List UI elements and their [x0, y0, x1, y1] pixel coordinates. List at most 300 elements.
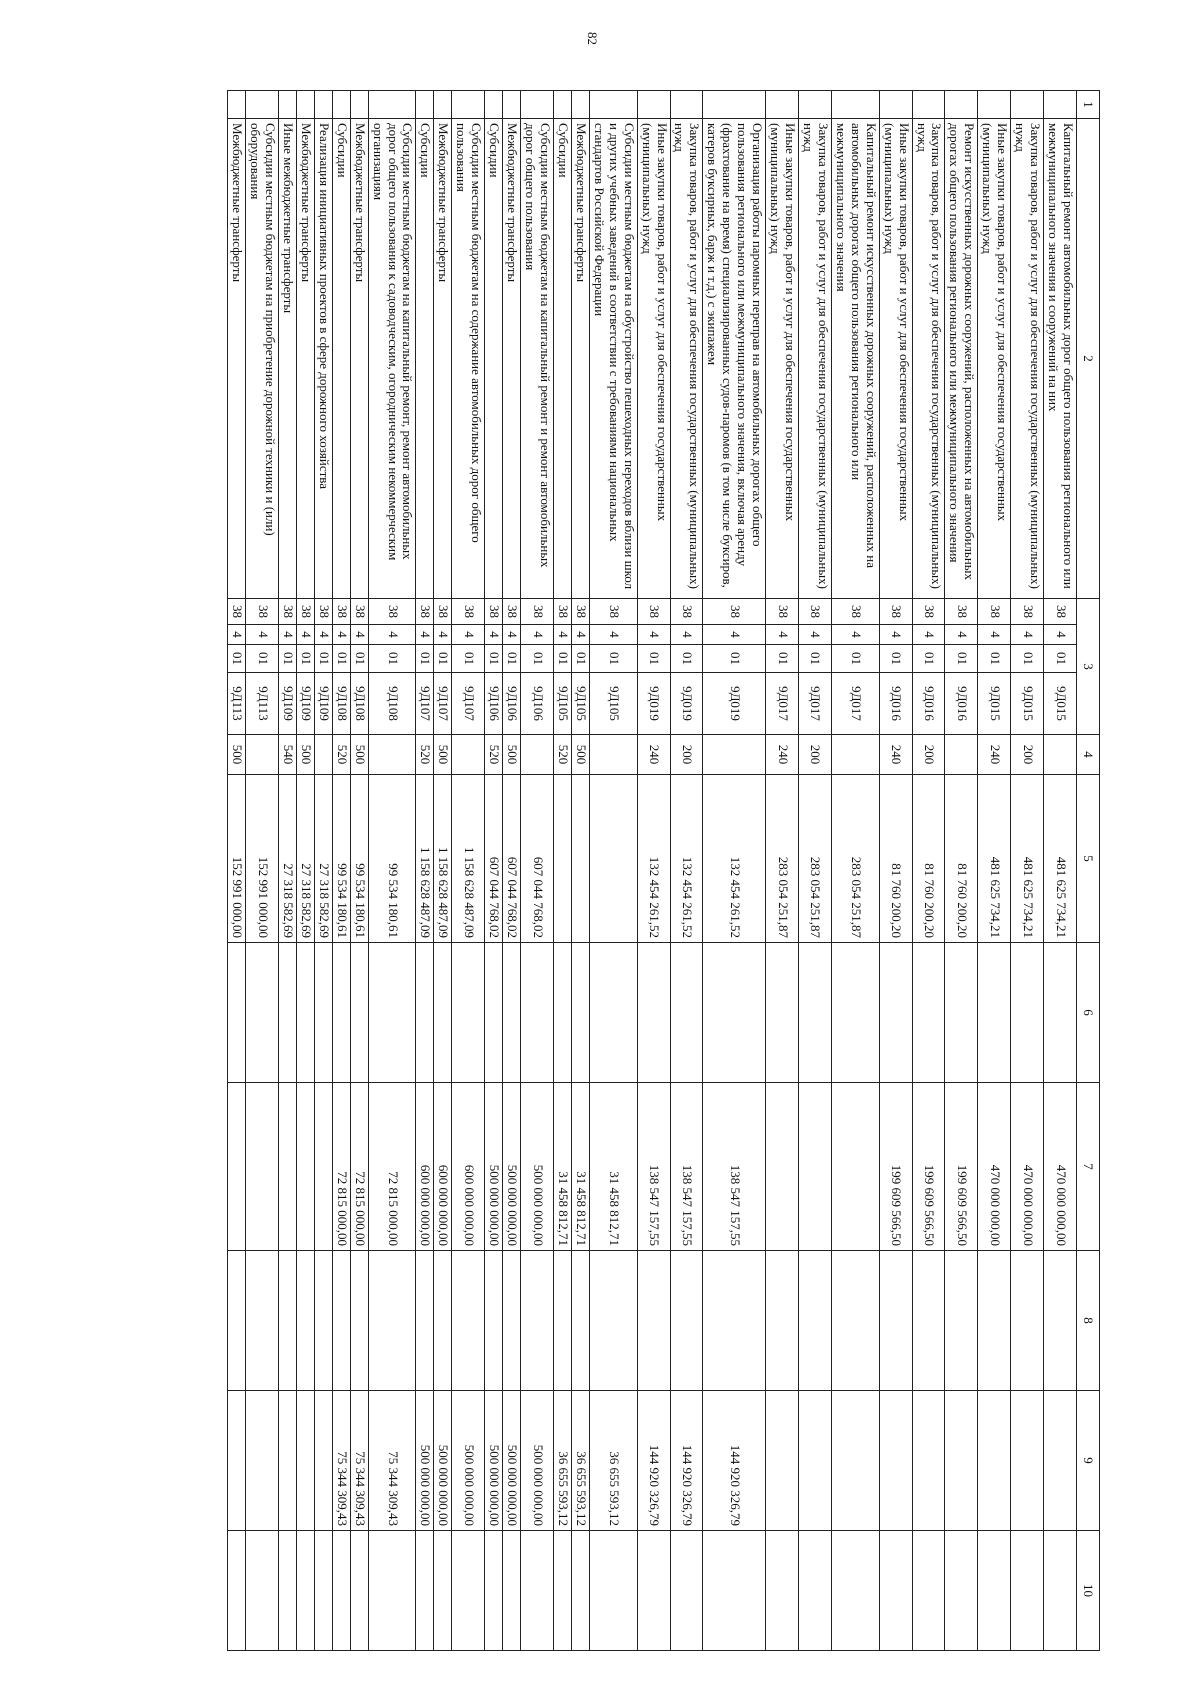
amount-col-7: 199 609 566,50: [912, 1083, 945, 1251]
amount-col-5: 132 454 261,52: [637, 775, 670, 943]
empty-cell: [246, 91, 279, 119]
code-subsection: 01: [246, 645, 279, 673]
code-ministry: 38: [485, 599, 503, 625]
amount-col-8: [332, 1251, 350, 1391]
amount-col-10: [879, 1531, 912, 1651]
amount-col-7: 600 000 000,00: [416, 1083, 434, 1251]
amount-col-6: [521, 943, 554, 1083]
row-name: Реализация инициативных проектов в сфере дорожного хозяйства: [314, 119, 332, 599]
code-target: 9Д016: [879, 673, 912, 735]
code-subsection: 01: [350, 645, 368, 673]
amount-col-9: [831, 1391, 879, 1531]
amount-col-6: [670, 943, 703, 1083]
code-ministry: 38: [799, 599, 832, 625]
amount-col-7: [766, 1083, 799, 1251]
amount-col-6: [350, 943, 368, 1083]
amount-col-10: [670, 1531, 703, 1651]
code-ministry: 38: [521, 599, 554, 625]
amount-col-10: [637, 1531, 670, 1651]
code-target: 9Д108: [350, 673, 368, 735]
code-section: 4: [228, 625, 246, 645]
amount-col-9: [296, 1391, 314, 1531]
amount-col-9: 500 000 000,00: [452, 1391, 485, 1531]
amount-col-7: 138 547 157,55: [703, 1083, 766, 1251]
code-subsection: 01: [503, 645, 521, 673]
row-name: Закупка товаров, работ и услуг для обеспечения государственных (муниципальных) нужд: [670, 119, 703, 599]
row-name: Субсидии: [485, 119, 503, 599]
empty-cell: [314, 91, 332, 119]
amount-col-5: 481 625 734,21: [1044, 775, 1077, 943]
empty-cell: [879, 91, 912, 119]
code-ministry: 38: [1044, 599, 1077, 625]
code-section: 4: [831, 625, 879, 645]
empty-cell: [485, 91, 503, 119]
amount-col-7: 470 000 000,00: [978, 1083, 1011, 1251]
code-subsection: 01: [670, 645, 703, 673]
table-row: [416, 91, 434, 1651]
row-name: Субсидии местным бюджетам на капитальный ремонт и ремонт автомобильных дорог общего пользования: [521, 119, 554, 599]
code-section: 4: [416, 625, 434, 645]
amount-col-7: 199 609 566,50: [945, 1083, 978, 1251]
code-target: 9Д107: [452, 673, 485, 735]
row-name: Организация работы паромных переправ на автомобильных дорогах общего пользования регионального или межмуниципального значения, включая аренду (фрахтование на время) специализированных судов-паромов (в том числе буксиров, катеров буксирных, барж и т.д.) с экипажем: [703, 119, 766, 599]
amount-col-5: 607 044 768,02: [503, 775, 521, 943]
row-name: Закупка товаров, работ и услуг для обеспечения государственных (муниципальных) нужд: [912, 119, 945, 599]
amount-col-7: 600 000 000,00: [434, 1083, 452, 1251]
code-expense-type: 500: [350, 735, 368, 775]
row-name: Закупка товаров, работ и услуг для обеспечения государственных (муниципальных) нужд: [799, 119, 832, 599]
amount-col-10: [945, 1531, 978, 1651]
code-expense-type: [831, 735, 879, 775]
amount-col-6: [452, 943, 485, 1083]
amount-col-5: 283 054 251,87: [831, 775, 879, 943]
table-row: [879, 91, 912, 1651]
code-subsection: 01: [1044, 645, 1077, 673]
empty-cell: [799, 91, 832, 119]
header-col-5: 5: [1077, 775, 1100, 943]
amount-col-10: [416, 1531, 434, 1651]
code-expense-type: 200: [670, 735, 703, 775]
code-expense-type: 500: [571, 735, 589, 775]
code-expense-type: 520: [554, 735, 572, 775]
code-section: 4: [434, 625, 452, 645]
row-name: Межбюджетные трансферты: [350, 119, 368, 599]
amount-col-8: [521, 1251, 554, 1391]
amount-col-7: 470 000 000,00: [1011, 1083, 1044, 1251]
code-subsection: 01: [452, 645, 485, 673]
amount-col-7: 31 458 812,71: [571, 1083, 589, 1251]
amount-col-8: [831, 1251, 879, 1391]
amount-col-7: [228, 1083, 246, 1251]
code-ministry: 38: [670, 599, 703, 625]
row-name: Иные закупки товаров, работ и услуг для обеспечения государственных (муниципальных) нужд: [978, 119, 1011, 599]
code-ministry: 38: [246, 599, 279, 625]
row-name: Ремонт искусственных дорожных сооружений, расположенных на автомобильных дорогах общего пользования регионального или межмуниципального значения: [945, 119, 978, 599]
code-expense-type: [246, 735, 279, 775]
table-row: [945, 91, 978, 1651]
table-row: [831, 91, 879, 1651]
code-target: 9Д015: [1044, 673, 1077, 735]
amount-col-5: 1 158 628 487,09: [416, 775, 434, 943]
amount-col-6: [945, 943, 978, 1083]
code-subsection: 01: [1011, 645, 1044, 673]
table-row: [554, 91, 572, 1651]
amount-col-7: 72 815 000,00: [350, 1083, 368, 1251]
code-target: 9Д113: [228, 673, 246, 735]
amount-col-5: 132 454 261,52: [703, 775, 766, 943]
amount-col-6: [766, 943, 799, 1083]
amount-col-9: 500 000 000,00: [434, 1391, 452, 1531]
code-expense-type: 500: [228, 735, 246, 775]
amount-col-8: [350, 1251, 368, 1391]
code-ministry: 38: [831, 599, 879, 625]
amount-col-7: 600 000 000,00: [452, 1083, 485, 1251]
amount-col-5: 27 318 582,69: [296, 775, 314, 943]
amount-col-8: [978, 1251, 1011, 1391]
amount-col-7: [831, 1083, 879, 1251]
amount-col-8: [1011, 1251, 1044, 1391]
code-ministry: 38: [503, 599, 521, 625]
code-ministry: 38: [296, 599, 314, 625]
amount-col-6: [978, 943, 1011, 1083]
amount-col-10: [1011, 1531, 1044, 1651]
code-ministry: 38: [416, 599, 434, 625]
table-row: [766, 91, 799, 1651]
code-subsection: 01: [416, 645, 434, 673]
code-expense-type: [314, 735, 332, 775]
amount-col-8: [766, 1251, 799, 1391]
code-section: 4: [945, 625, 978, 645]
code-target: 9Д015: [978, 673, 1011, 735]
code-ministry: 38: [279, 599, 297, 625]
amount-col-5: 27 318 582,69: [279, 775, 297, 943]
code-target: 9Д016: [945, 673, 978, 735]
amount-col-8: [246, 1251, 279, 1391]
amount-col-9: [879, 1391, 912, 1531]
page-number: 82: [585, 32, 600, 45]
amount-col-10: [766, 1531, 799, 1651]
code-target: 9Д017: [831, 673, 879, 735]
amount-col-8: [279, 1251, 297, 1391]
code-expense-type: [703, 735, 766, 775]
table-row: [246, 91, 279, 1651]
amount-col-6: [879, 943, 912, 1083]
amount-col-6: [314, 943, 332, 1083]
code-subsection: 01: [571, 645, 589, 673]
code-ministry: 38: [434, 599, 452, 625]
code-expense-type: 240: [766, 735, 799, 775]
code-section: 4: [350, 625, 368, 645]
code-target: 9Д019: [637, 673, 670, 735]
code-target: 9Д109: [296, 673, 314, 735]
amount-col-9: 144 920 326,79: [637, 1391, 670, 1531]
code-expense-type: 500: [434, 735, 452, 775]
amount-col-8: [314, 1251, 332, 1391]
amount-col-10: [978, 1531, 1011, 1651]
code-ministry: 38: [554, 599, 572, 625]
header-col-1: 1: [1077, 91, 1100, 119]
amount-col-10: [912, 1531, 945, 1651]
amount-col-9: 75 344 309,43: [350, 1391, 368, 1531]
code-subsection: 01: [799, 645, 832, 673]
amount-col-9: 500 000 000,00: [485, 1391, 503, 1531]
amount-col-9: 144 920 326,79: [670, 1391, 703, 1531]
code-expense-type: [589, 735, 637, 775]
code-target: 9Д015: [1011, 673, 1044, 735]
table-row: [314, 91, 332, 1651]
amount-col-9: [766, 1391, 799, 1531]
amount-col-6: [571, 943, 589, 1083]
table-row: [296, 91, 314, 1651]
budget-table-rotated: [90, 90, 1100, 1650]
table-row: [571, 91, 589, 1651]
table-row: [1044, 91, 1077, 1651]
amount-col-6: [503, 943, 521, 1083]
code-subsection: 01: [228, 645, 246, 673]
row-name: Иные закупки товаров, работ и услуг для обеспечения государственных (муниципальных) нужд: [766, 119, 799, 599]
amount-col-5: 132 454 261,52: [670, 775, 703, 943]
amount-col-6: [434, 943, 452, 1083]
amount-col-9: 36 655 593,12: [554, 1391, 572, 1531]
code-target: 9Д106: [521, 673, 554, 735]
table-row: [521, 91, 554, 1651]
amount-col-10: [246, 1531, 279, 1651]
amount-col-5: [589, 775, 637, 943]
row-name: Межбюджетные трансферты: [296, 119, 314, 599]
code-expense-type: 540: [279, 735, 297, 775]
amount-col-8: [945, 1251, 978, 1391]
amount-col-9: [279, 1391, 297, 1531]
amount-col-8: [368, 1251, 416, 1391]
header-col-7: 7: [1077, 1083, 1100, 1251]
amount-col-6: [485, 943, 503, 1083]
code-section: 4: [703, 625, 766, 645]
amount-col-5: 81 760 200,20: [879, 775, 912, 943]
amount-col-7: 470 000 000,00: [1044, 1083, 1077, 1251]
amount-col-7: 72 815 000,00: [368, 1083, 416, 1251]
code-target: 9Д109: [314, 673, 332, 735]
empty-cell: [670, 91, 703, 119]
table-row: [1011, 91, 1044, 1651]
amount-col-6: [703, 943, 766, 1083]
code-section: 4: [879, 625, 912, 645]
table-row: [670, 91, 703, 1651]
amount-col-5: 481 625 734,21: [978, 775, 1011, 943]
amount-col-5: 481 625 734,21: [1011, 775, 1044, 943]
table-row: [368, 91, 416, 1651]
amount-col-7: 199 609 566,50: [879, 1083, 912, 1251]
amount-col-9: [912, 1391, 945, 1531]
code-subsection: 01: [879, 645, 912, 673]
code-subsection: 01: [978, 645, 1011, 673]
amount-col-9: [1044, 1391, 1077, 1531]
amount-col-5: [571, 775, 589, 943]
row-name: Иные межбюджетные трансферты: [279, 119, 297, 599]
amount-col-8: [912, 1251, 945, 1391]
empty-cell: [1011, 91, 1044, 119]
amount-col-8: [571, 1251, 589, 1391]
amount-col-8: [879, 1251, 912, 1391]
row-name: Закупка товаров, работ и услуг для обеспечения государственных (муниципальных) нужд: [1011, 119, 1044, 599]
table-row: [503, 91, 521, 1651]
amount-col-5: 607 044 768,02: [485, 775, 503, 943]
amount-col-10: [503, 1531, 521, 1651]
empty-cell: [279, 91, 297, 119]
code-subsection: 01: [831, 645, 879, 673]
table-row: [589, 91, 637, 1651]
empty-cell: [703, 91, 766, 119]
amount-col-8: [554, 1251, 572, 1391]
amount-col-7: 138 547 157,55: [637, 1083, 670, 1251]
code-section: 4: [503, 625, 521, 645]
amount-col-10: [799, 1531, 832, 1651]
amount-col-7: 31 458 812,71: [554, 1083, 572, 1251]
code-section: 4: [637, 625, 670, 645]
row-name: Субсидии: [554, 119, 572, 599]
code-expense-type: [945, 735, 978, 775]
code-section: 4: [571, 625, 589, 645]
code-expense-type: 240: [637, 735, 670, 775]
code-expense-type: [368, 735, 416, 775]
amount-col-9: 500 000 000,00: [503, 1391, 521, 1531]
code-target: 9Д016: [912, 673, 945, 735]
code-subsection: 01: [521, 645, 554, 673]
code-subsection: 01: [766, 645, 799, 673]
amount-col-5: 99 534 180,61: [332, 775, 350, 943]
empty-cell: [589, 91, 637, 119]
amount-col-8: [452, 1251, 485, 1391]
amount-col-5: 1 158 628 487,09: [434, 775, 452, 943]
amount-col-9: 500 000 000,00: [521, 1391, 554, 1531]
amount-col-6: [416, 943, 434, 1083]
code-subsection: 01: [368, 645, 416, 673]
code-ministry: 38: [945, 599, 978, 625]
amount-col-7: 31 458 812,71: [589, 1083, 637, 1251]
code-ministry: 38: [637, 599, 670, 625]
amount-col-5: 1 158 628 487,09: [452, 775, 485, 943]
code-section: 4: [452, 625, 485, 645]
amount-col-9: [314, 1391, 332, 1531]
amount-col-10: [554, 1531, 572, 1651]
code-expense-type: 200: [912, 735, 945, 775]
amount-col-8: [589, 1251, 637, 1391]
code-ministry: 38: [589, 599, 637, 625]
amount-col-8: [637, 1251, 670, 1391]
code-section: 4: [314, 625, 332, 645]
amount-col-10: [521, 1531, 554, 1651]
code-section: 4: [485, 625, 503, 645]
amount-col-9: [228, 1391, 246, 1531]
amount-col-9: 75 344 309,43: [368, 1391, 416, 1531]
code-expense-type: 500: [503, 735, 521, 775]
amount-col-8: [485, 1251, 503, 1391]
amount-col-10: [314, 1531, 332, 1651]
code-expense-type: 240: [978, 735, 1011, 775]
amount-col-6: [246, 943, 279, 1083]
amount-col-9: 36 655 593,12: [589, 1391, 637, 1531]
amount-col-10: [332, 1531, 350, 1651]
amount-col-5: 99 534 180,61: [350, 775, 368, 943]
amount-col-9: 75 344 309,43: [332, 1391, 350, 1531]
amount-col-5: 81 760 200,20: [912, 775, 945, 943]
code-expense-type: 500: [296, 735, 314, 775]
amount-col-6: [296, 943, 314, 1083]
code-ministry: 38: [978, 599, 1011, 625]
amount-col-9: [978, 1391, 1011, 1531]
row-name: Межбюджетные трансферты: [228, 119, 246, 599]
amount-col-7: 500 000 000,00: [503, 1083, 521, 1251]
code-section: 4: [670, 625, 703, 645]
header-col-3: 3: [1077, 599, 1100, 735]
amount-col-8: [703, 1251, 766, 1391]
code-ministry: 38: [912, 599, 945, 625]
amount-col-9: [1011, 1391, 1044, 1531]
amount-col-5: 607 044 768,02: [521, 775, 554, 943]
amount-col-5: 152 991 000,00: [228, 775, 246, 943]
amount-col-10: [296, 1531, 314, 1651]
budget-table: [227, 90, 1100, 1651]
table-row: [978, 91, 1011, 1651]
code-subsection: 01: [332, 645, 350, 673]
amount-col-6: [912, 943, 945, 1083]
amount-col-10: [831, 1531, 879, 1651]
code-target: 9Д105: [589, 673, 637, 735]
header-col-8: 8: [1077, 1251, 1100, 1391]
code-expense-type: 520: [485, 735, 503, 775]
code-target: 9Д105: [571, 673, 589, 735]
code-expense-type: [452, 735, 485, 775]
code-subsection: 01: [703, 645, 766, 673]
amount-col-6: [637, 943, 670, 1083]
amount-col-10: [589, 1531, 637, 1651]
amount-col-8: [1044, 1251, 1077, 1391]
code-target: 9Д107: [434, 673, 452, 735]
code-target: 9Д019: [703, 673, 766, 735]
amount-col-10: [1044, 1531, 1077, 1651]
empty-cell: [554, 91, 572, 119]
row-name: Субсидии местным бюджетам на обустройство пешеходных переходов вблизи школ и других учебных заведений в соответствии с требованиями национальных стандартов Российской Федерации: [589, 119, 637, 599]
row-name: Субсидии: [416, 119, 434, 599]
code-section: 4: [332, 625, 350, 645]
amount-col-7: [279, 1083, 297, 1251]
amount-col-7: [314, 1083, 332, 1251]
amount-col-7: 500 000 000,00: [521, 1083, 554, 1251]
empty-cell: [332, 91, 350, 119]
code-target: 9Д017: [799, 673, 832, 735]
code-ministry: 38: [314, 599, 332, 625]
empty-cell: [571, 91, 589, 119]
amount-col-8: [228, 1251, 246, 1391]
code-ministry: 38: [368, 599, 416, 625]
row-name: Капитальный ремонт автомобильных дорог общего пользования регионального или межмуниципального значения и сооружений на них: [1044, 119, 1077, 599]
code-target: 9Д106: [503, 673, 521, 735]
header-row: [1077, 91, 1100, 1651]
code-expense-type: 520: [332, 735, 350, 775]
amount-col-10: [571, 1531, 589, 1651]
amount-col-6: [831, 943, 879, 1083]
code-target: 9Д107: [416, 673, 434, 735]
amount-col-6: [368, 943, 416, 1083]
code-ministry: 38: [452, 599, 485, 625]
empty-cell: [416, 91, 434, 119]
amount-col-7: 138 547 157,55: [670, 1083, 703, 1251]
code-target: 9Д113: [246, 673, 279, 735]
empty-cell: [831, 91, 879, 119]
code-subsection: 01: [434, 645, 452, 673]
code-subsection: 01: [279, 645, 297, 673]
empty-cell: [978, 91, 1011, 119]
amount-col-9: [945, 1391, 978, 1531]
